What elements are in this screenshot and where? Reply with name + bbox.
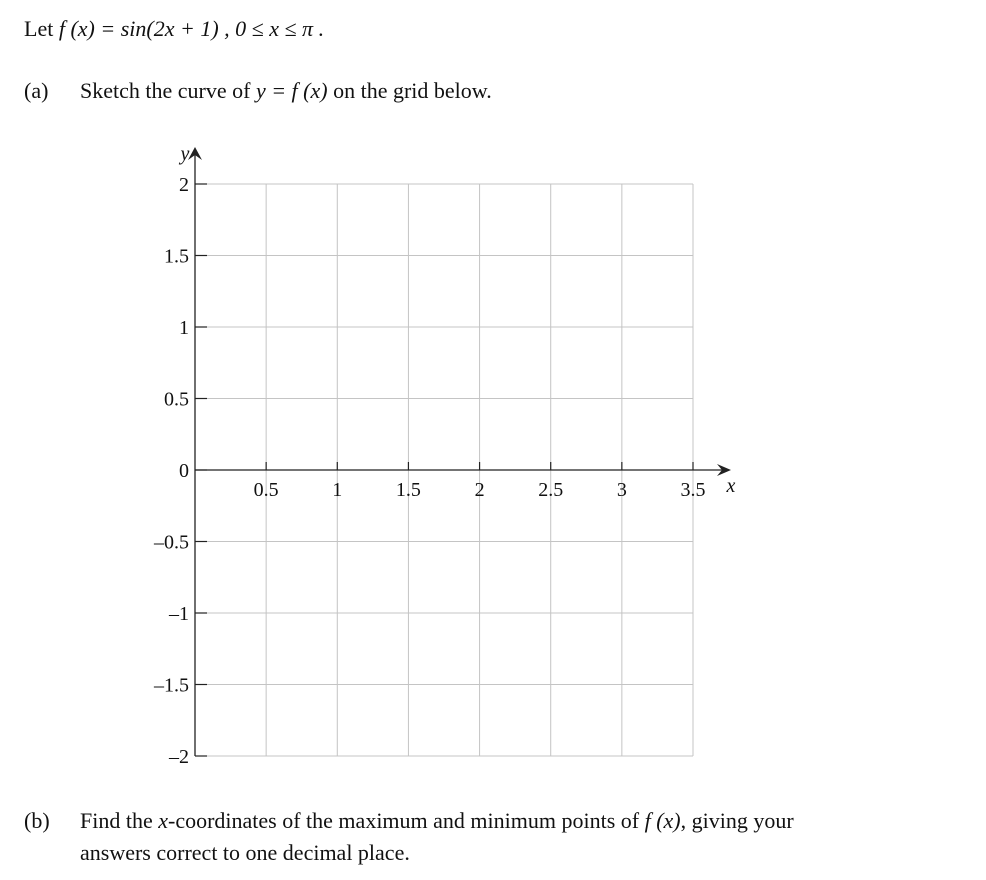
part-b-line2: answers correct to one decimal place. xyxy=(80,840,410,865)
x-axis-label: x xyxy=(726,475,736,497)
part-b-text xyxy=(80,808,794,834)
y-tick-label: –1 xyxy=(169,603,189,625)
y-tick-label: 1 xyxy=(179,317,189,339)
y-tick-label: 1.5 xyxy=(164,245,189,268)
part-a-label: (a) xyxy=(24,78,49,103)
y-tick-label: –1.5 xyxy=(154,674,189,697)
intro-prefix: Let xyxy=(24,16,54,41)
part-b-label: (b) xyxy=(24,808,50,833)
part-b-text-mid: -coordinates of the maximum and minimum points of xyxy=(168,808,640,833)
part-a-equation: y = f (x) xyxy=(255,78,328,103)
y-tick-label: –2 xyxy=(169,746,189,768)
part-b-x-word: x xyxy=(158,808,168,833)
x-tick-label: 1 xyxy=(332,479,343,501)
x-tick-label: 2 xyxy=(474,479,485,501)
part-b-text-end: , giving your xyxy=(680,808,794,833)
x-tick-label: 1.5 xyxy=(395,479,421,501)
function-definition: f (x) = sin(2x + 1) , 0 ≤ x ≤ π . xyxy=(58,16,325,41)
x-tick-label: 3.5 xyxy=(680,479,706,501)
part-b-func: f (x) xyxy=(644,808,681,833)
part-b-text-start: Find the xyxy=(80,808,153,833)
part-a-text-end: on the grid below. xyxy=(333,78,492,103)
y-axis-label: y xyxy=(180,143,190,165)
y-tick-label: 0.5 xyxy=(164,388,189,411)
part-a-text-start: Sketch the curve of xyxy=(80,78,251,103)
x-tick-label: 2.5 xyxy=(538,479,564,501)
y-tick-label: 0 xyxy=(179,460,189,482)
y-tick-label: 2 xyxy=(179,174,189,196)
x-tick-label: 3 xyxy=(616,479,627,501)
x-tick-label: 0.5 xyxy=(253,479,279,501)
y-tick-label: –0.5 xyxy=(154,531,189,554)
